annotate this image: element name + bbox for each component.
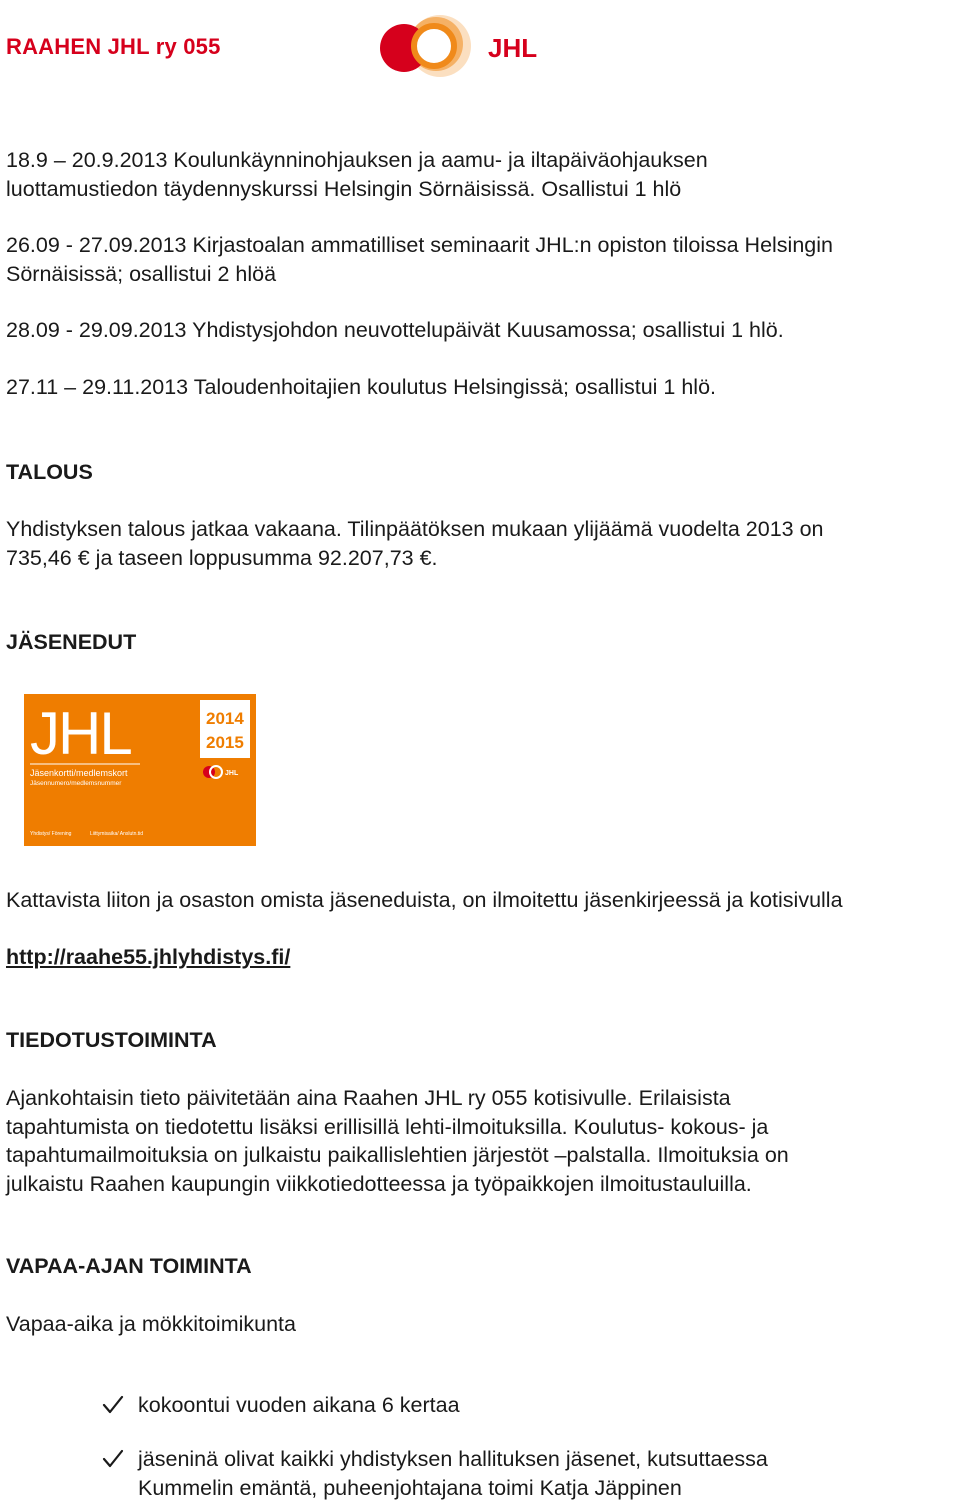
card-title: Jäsenkortti/medlemskort — [30, 768, 128, 778]
card-footer-right: Liittymisaika/ Anslutn.tid — [90, 831, 144, 837]
list-item-text — [138, 1445, 938, 1502]
checkmark-icon — [102, 1449, 124, 1469]
tiedotus-line3: tapahtumailmoituksia on julkaistu paikallislehtien järjestöt –palstalla. Ilmoituksia on — [6, 1143, 789, 1167]
logo-text: JHL — [488, 33, 538, 63]
tiedotus-heading: TIEDOTUSTOIMINTA — [6, 1028, 217, 1052]
jasenedut-heading: JÄSENEDUT — [6, 630, 137, 654]
card-brand: JHL — [30, 700, 131, 767]
membership-card-image — [24, 694, 256, 846]
list-item-line2: Kummelin emäntä, puheenjohtajana toimi Katja Jäppinen — [138, 1475, 682, 1500]
event-3-line1: 28.09 - 29.09.2013 Yhdistysjohdon neuvottelupäivät Kuusamossa; osallistui 1 hlö. — [6, 318, 784, 342]
event-1 — [6, 146, 956, 203]
tiedotus-line4: julkaistu Raahen kaupungin viikkotiedotteessa ja työpaikkojen ilmoitustauluilla. — [6, 1171, 752, 1196]
tiedotus-line1: Ajankohtaisin tieto päivitetään aina Raahen JHL ry 055 kotisivulle. Erilaisista — [6, 1086, 731, 1110]
card-logo-small: JHL — [225, 770, 239, 777]
card-year-1: 2014 — [206, 709, 244, 728]
talous-line1: Yhdistyksen talous jatkaa vakaana. Tilinpäätöksen mukaan ylijäämä vuodelta 2013 on — [6, 517, 824, 541]
talous-heading: TALOUS — [6, 460, 93, 484]
list-item-text: kokoontui vuoden aikana 6 kertaa — [138, 1393, 460, 1417]
talous-text — [6, 515, 956, 572]
website-link[interactable]: http://raahe55.jhlyhdistys.fi/ — [6, 945, 291, 969]
event-2-line2: Sörnäisissä; osallistui 2 hlöä — [6, 261, 277, 286]
list-item — [104, 1445, 944, 1505]
event-4-line1: 27.11 – 29.11.2013 Taloudenhoitajien koulutus Helsingissä; osallistui 1 hlö. — [6, 375, 716, 399]
list-item-line1: jäseninä olivat kaikki yhdistyksen hallituksen jäsenet, kutsuttaessa — [138, 1447, 768, 1471]
event-1-line1: 18.9 – 20.9.2013 Koulunkäynninohjauksen ja aamu- ja iltapäiväohjauksen — [6, 148, 708, 172]
card-footer-left: Yhdistys/ Förening — [30, 831, 72, 837]
card-subtitle: Jäsennumero/medlemsnummer — [30, 780, 122, 787]
event-1-line2: luottamustiedon täydennyskurssi Helsingin Sörnäisissä. Osallistui 1 hlö — [6, 176, 682, 201]
vapaa-aika-heading: VAPAA-AJAN TOIMINTA — [6, 1254, 252, 1278]
organization-title: RAAHEN JHL ry 055 — [6, 34, 221, 59]
event-3 — [6, 316, 956, 345]
jasenedut-text: Kattavista liiton ja osaston omista jäseneduista, on ilmoitettu jäsenkirjeessä ja kotisivulla — [6, 888, 843, 912]
event-2 — [6, 231, 956, 288]
vapaa-aika-subheading: Vapaa-aika ja mökkitoimikunta — [6, 1312, 296, 1336]
tiedotus-text — [6, 1084, 956, 1198]
list-item — [104, 1391, 944, 1421]
card-year-2: 2015 — [206, 733, 244, 752]
tiedotus-line2: tapahtumista on tiedotettu lisäksi erillisillä lehti-ilmoituksilla. Koulutus- kokous- ja — [6, 1114, 769, 1139]
event-4 — [6, 373, 956, 402]
checkmark-icon — [102, 1395, 124, 1415]
talous-line2: 735,46 € ja taseen loppusumma 92.207,73 €. — [6, 545, 438, 570]
jhl-logo — [378, 6, 558, 80]
event-2-line1: 26.09 - 27.09.2013 Kirjastoalan ammatilliset seminaarit JHL:n opiston tiloissa Helsingin — [6, 233, 833, 257]
